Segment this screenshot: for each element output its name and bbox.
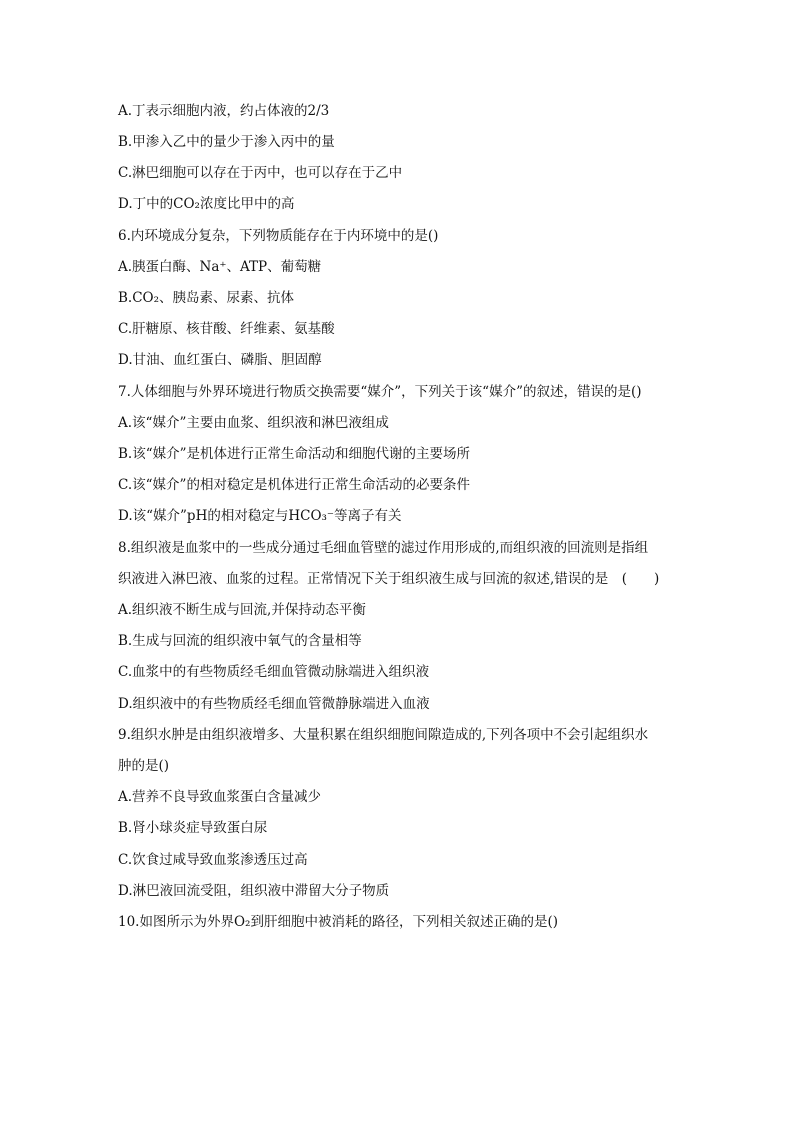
option-5c: C.淋巴细胞可以存在于丙中，也可以存在于乙中 xyxy=(118,165,403,181)
option-7b: B.该“媒介”是机体进行正常生命活动和细胞代谢的主要场所 xyxy=(118,446,471,462)
option-8d: D.组织液中的有些物质经毛细血管微静脉端进入血液 xyxy=(118,696,430,712)
option-8a: A.组织液不断生成与回流,并保持动态平衡 xyxy=(118,602,366,618)
question-9-stem-line2: 肿的是() xyxy=(118,758,170,774)
option-5d: D.丁中的CO₂浓度比甲中的高 xyxy=(118,196,295,212)
option-9b: B.肾小球炎症导致蛋白尿 xyxy=(118,820,268,836)
option-9c: C.饮食过咸导致血浆渗透压过高 xyxy=(118,852,308,868)
question-6-stem: 6.内环境成分复杂，下列物质能存在于内环境中的是() xyxy=(118,228,439,244)
option-7a: A.该“媒介”主要由血浆、组织液和淋巴液组成 xyxy=(118,415,389,431)
option-5b: B.甲渗入乙中的量少于渗入丙中的量 xyxy=(118,134,335,150)
option-9d: D.淋巴液回流受阻，组织液中滞留大分子物质 xyxy=(118,883,390,899)
option-8c: C.血浆中的有些物质经毛细血管微动脉端进入组织液 xyxy=(118,664,430,680)
option-6a: A.胰蛋白酶、Na⁺、ATP、葡萄糖 xyxy=(118,259,322,275)
option-7d: D.该“媒介”pH的相对稳定与HCO₃⁻等离子有关 xyxy=(118,508,402,524)
option-5a: A.丁表示细胞内液，约占体液的2/3 xyxy=(118,103,330,119)
question-8-stem-line1: 8.组织液是血浆中的一些成分通过毛细血管壁的滤过作用形成的,而组织液的回流则是指组 xyxy=(118,540,649,556)
question-9-stem-line1: 9.组织水肿是由组织液增多、大量积累在组织细胞间隙造成的,下列各项中不会引起组织水 xyxy=(118,727,649,743)
option-6c: C.肝糖原、核苷酸、纤维素、氨基酸 xyxy=(118,321,335,337)
option-7c: C.该“媒介”的相对稳定是机体进行正常生命活动的必要条件 xyxy=(118,477,470,493)
question-8-stem-line2: 织液进入淋巴液、血浆的过程。正常情况下关于组织液生成与回流的叙述,错误的是 ( ) xyxy=(118,571,660,587)
option-6d: D.甘油、血红蛋白、磷脂、胆固醇 xyxy=(118,352,322,368)
option-8b: B.生成与回流的组织液中氧气的含量相等 xyxy=(118,633,362,649)
question-7-stem: 7.人体细胞与外界环境进行物质交换需要“媒介”，下列关于该“媒介”的叙述，错误的是() xyxy=(118,384,642,400)
option-9a: A.营养不良导致血浆蛋白含量减少 xyxy=(118,789,322,805)
question-10-stem: 10.如图所示为外界O₂到肝细胞中被消耗的路径，下列相关叙述正确的是() xyxy=(118,914,558,930)
option-6b: B.CO₂、胰岛素、尿素、抗体 xyxy=(118,290,295,306)
